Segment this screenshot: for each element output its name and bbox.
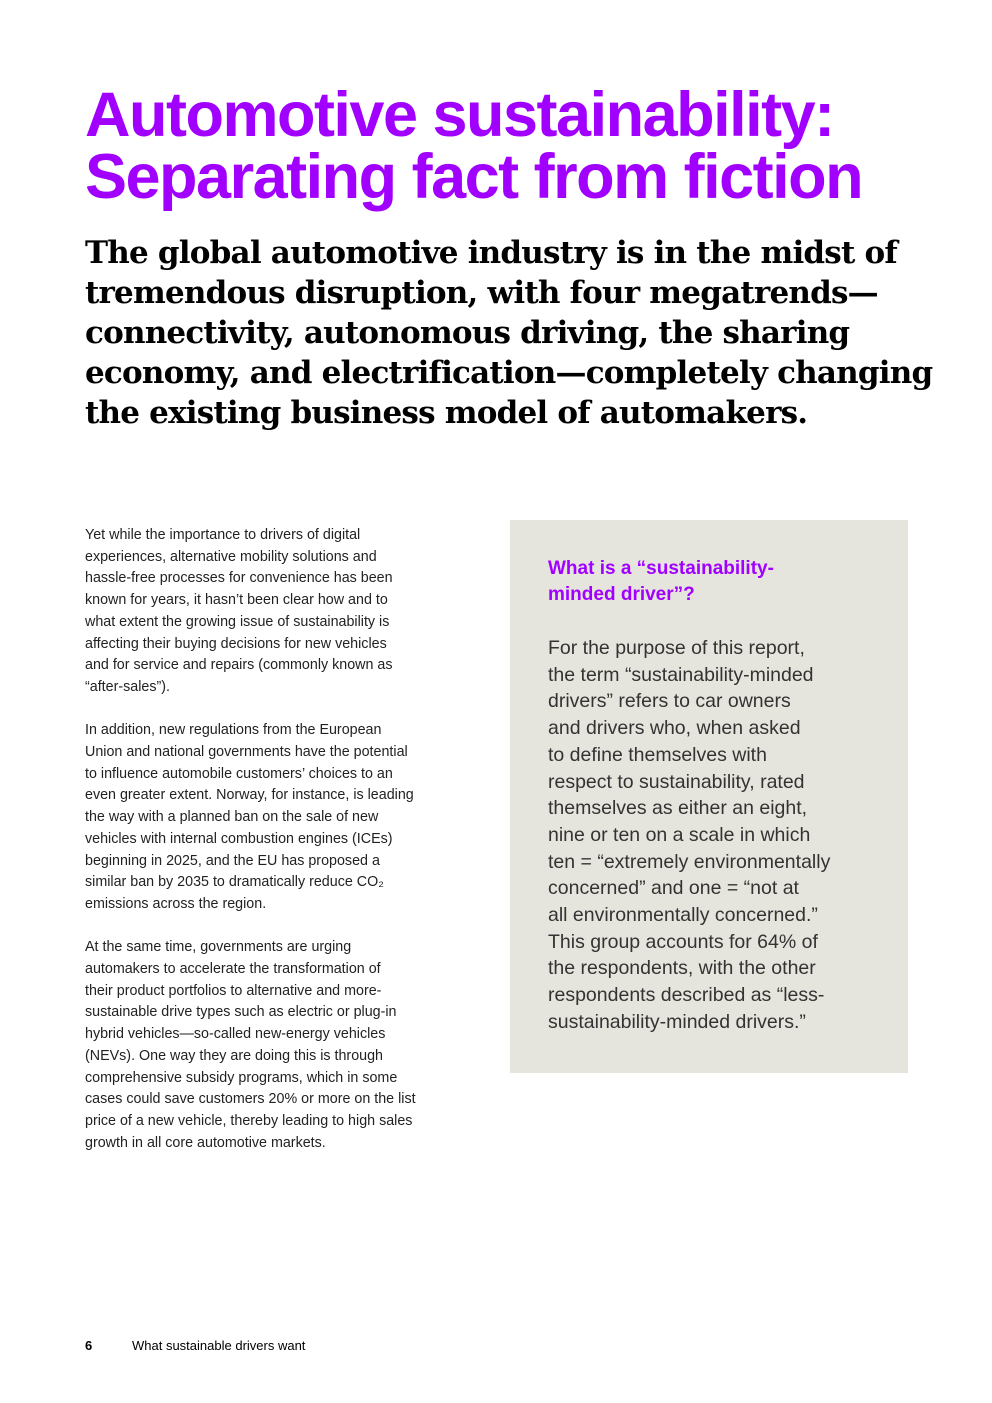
sidebar-body-line: to define themselves with	[548, 743, 767, 766]
body-line: automakers to accelerate the transformation of	[85, 961, 381, 978]
body-line: cases could save customers 20% or more on the list	[85, 1091, 416, 1108]
body-line: growth in all core automotive markets.	[85, 1134, 326, 1151]
definition-sidebar	[510, 520, 908, 1073]
body-paragraph-2	[85, 720, 485, 915]
body-line: Union and national governments have the potential	[85, 744, 408, 761]
body-line: “after-sales”).	[85, 678, 170, 695]
sidebar-heading-line: minded driver”?	[548, 584, 695, 605]
sidebar-body-line: ten = “extremely environmentally	[548, 850, 831, 873]
body-line: even greater extent. Norway, for instance, is leading	[85, 787, 414, 804]
sidebar-body-line: respondents described as “less-	[548, 984, 825, 1007]
sidebar-body-line: nine or ten on a scale in which	[548, 823, 811, 846]
body-paragraph-3	[85, 937, 485, 1154]
lede-line: connectivity, autonomous driving, the sharing	[85, 315, 850, 351]
body-line: vehicles with internal combustion engines (ICEs)	[85, 830, 393, 847]
body-line: (NEVs). One way they are doing this is through	[85, 1047, 383, 1064]
body-line: Yet while the importance to drivers of digital	[85, 527, 361, 543]
body-line: what extent the growing issue of sustainability is	[85, 613, 390, 630]
body-line: and for service and repairs (commonly known as	[85, 657, 393, 674]
page-title-line-2: Separating fact from fiction	[85, 142, 863, 212]
body-column	[85, 525, 485, 1176]
body-line: price of a new vehicle, thereby leading to high sales	[85, 1112, 413, 1129]
body-line: sustainable drive types such as electric or plug-in	[85, 1004, 397, 1021]
body-line: known for years, it hasn’t been clear how and to	[85, 592, 388, 609]
page-number: 6	[85, 1338, 93, 1353]
lede-line: the existing business model of automakers.	[85, 395, 808, 431]
body-line: their product portfolios to alternative and more-	[85, 982, 382, 999]
sidebar-body-line: respect to sustainability, rated	[548, 770, 805, 793]
lede-line: tremendous disruption, with four megatrends—	[85, 275, 878, 311]
body-line: At the same time, governments are urging	[85, 939, 352, 956]
body-line: affecting their buying decisions for new vehicles	[85, 635, 387, 652]
sidebar-body	[548, 635, 898, 1036]
sidebar-body-line: all environmentally concerned.”	[548, 904, 818, 927]
page-title	[85, 80, 965, 212]
body-line: hassle-free processes for convenience has been	[85, 570, 393, 587]
body-line: In addition, new regulations from the European	[85, 722, 382, 739]
sidebar-body-line: the respondents, with the other	[548, 957, 816, 980]
sidebar-heading-line: What is a “sustainability-	[548, 558, 774, 579]
sidebar-body-line: drivers” refers to car owners	[548, 690, 791, 713]
sidebar-heading	[548, 556, 774, 608]
sidebar-body-line: themselves as either an eight,	[548, 797, 808, 820]
lede-line: The global automotive industry is in the midst of	[85, 235, 897, 271]
body-line: to influence automobile customers’ choices to an	[85, 765, 393, 782]
body-paragraph-1	[85, 525, 485, 699]
body-line: beginning in 2025, and the EU has proposed a	[85, 852, 380, 869]
sidebar-body-line: the term “sustainability-minded	[548, 663, 814, 686]
body-line: emissions across the region.	[85, 895, 267, 912]
body-line: the way with a planned ban on the sale of new	[85, 809, 379, 826]
footer-document-title: What sustainable drivers want	[132, 1338, 306, 1353]
body-line: comprehensive subsidy programs, which in some	[85, 1069, 398, 1086]
sidebar-body-line: concerned” and one = “not at	[548, 877, 799, 900]
sidebar-body-line: and drivers who, when asked	[548, 717, 801, 740]
body-line: hybrid vehicles—so-called new-energy vehicles	[85, 1026, 386, 1043]
lede-paragraph	[85, 233, 933, 433]
body-line: experiences, alternative mobility solutions and	[85, 548, 377, 565]
body-line: similar ban by 2035 to dramatically reduce CO₂	[85, 874, 384, 891]
sidebar-body-line: This group accounts for 64% of	[548, 930, 818, 953]
sidebar-body-line: sustainability-minded drivers.”	[548, 1010, 806, 1033]
page-title-line-1: Automotive sustainability:	[85, 80, 834, 150]
sidebar-body-line: For the purpose of this report,	[548, 637, 805, 659]
lede-line: economy, and electrification—completely changing	[85, 355, 933, 391]
